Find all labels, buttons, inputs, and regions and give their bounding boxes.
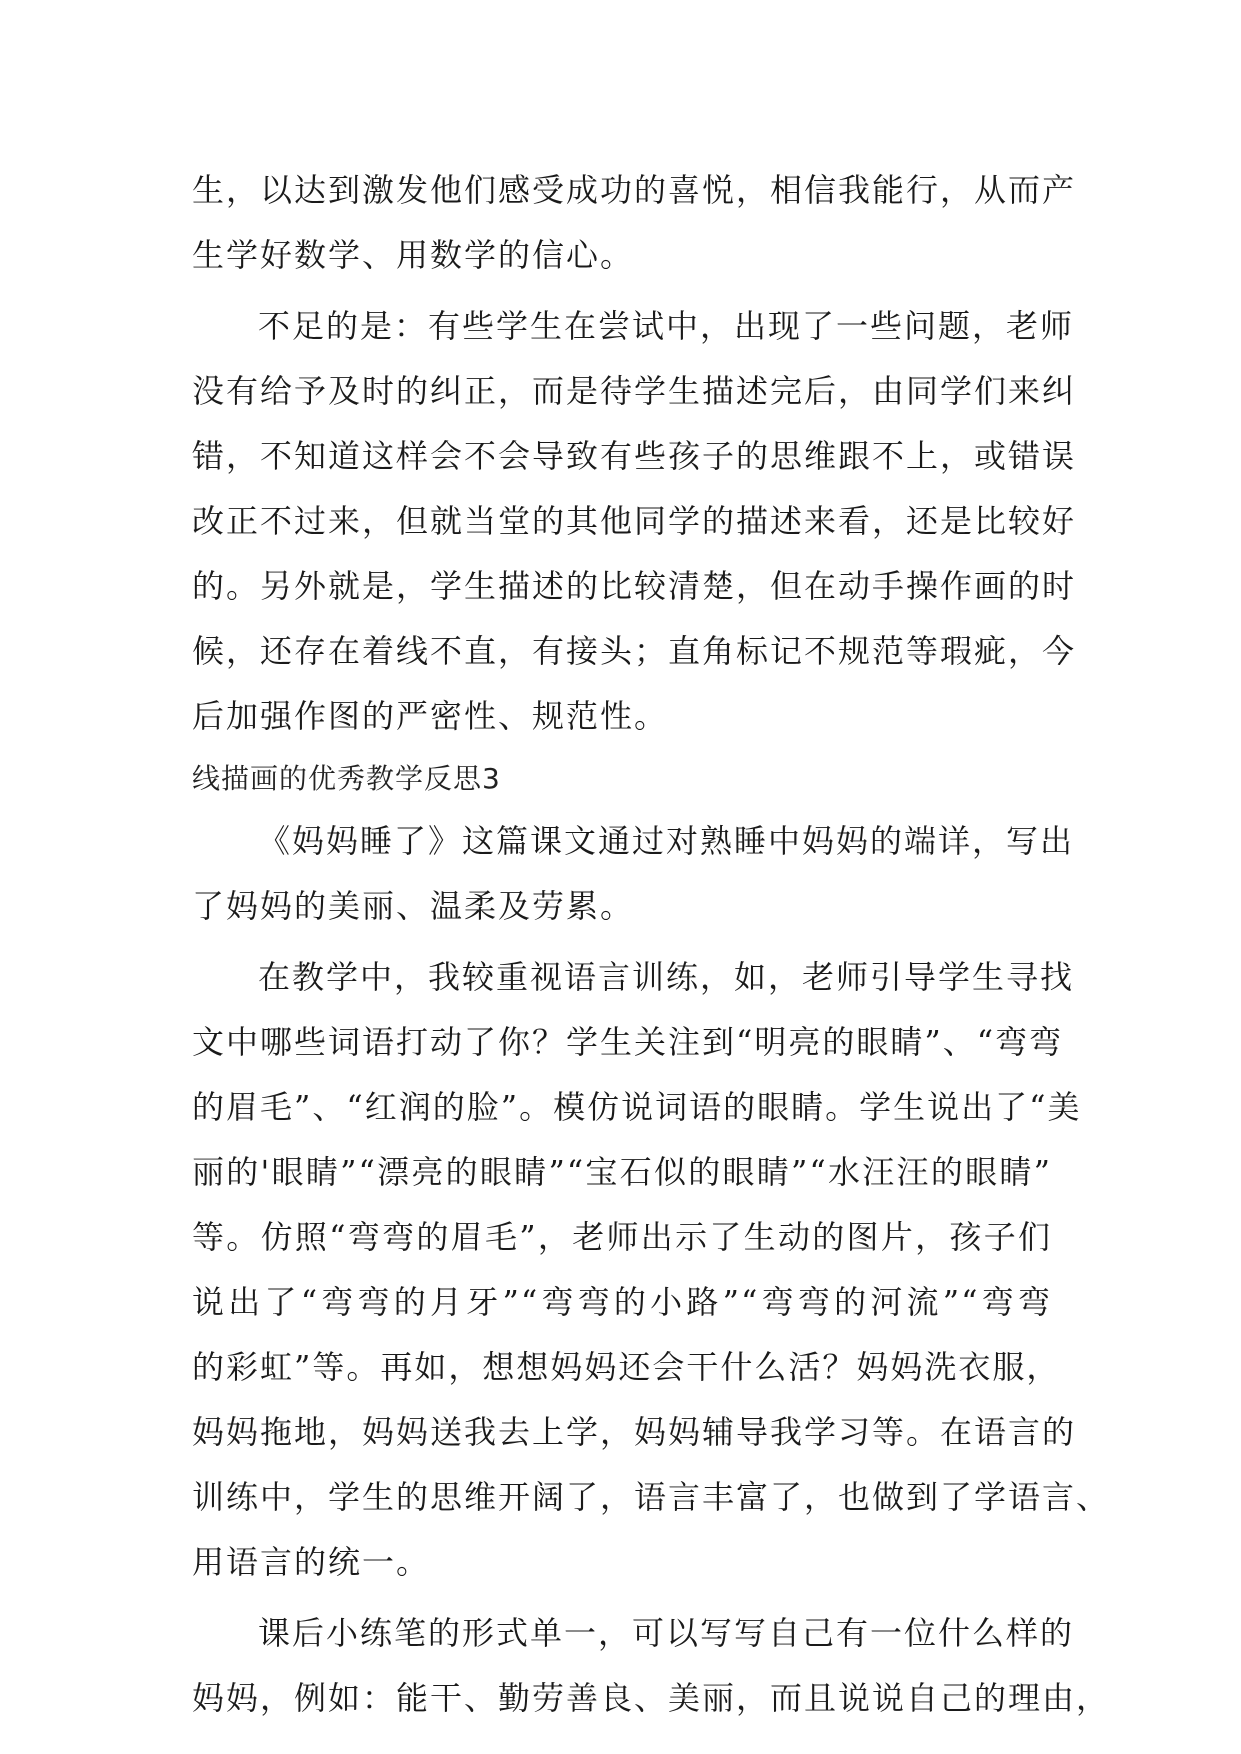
text-line: 错，不知道这样会不会导致有些孩子的思维跟不上，或错误 <box>192 437 1077 475</box>
text-line: 文中哪些词语打动了你？学生关注到“明亮的眼睛”、“弯弯 <box>192 1023 1064 1061</box>
text-line: 生学好数学、用数学的信心。 <box>192 236 635 274</box>
text-line: 妈妈，例如：能干、勤劳善良、美丽，而且说说自己的理由， <box>192 1679 1111 1717</box>
document-body <box>192 158 1111 1731</box>
text-line: 不足的是：有些学生在尝试中，出现了一些问题，老师 <box>258 307 1075 345</box>
section-heading: 线描画的优秀教学反思3 <box>192 762 501 795</box>
text-line: 生，以达到激发他们感受成功的喜悦，相信我能行，从而产 <box>192 171 1077 209</box>
text-line: 候，还存在着线不直，有接头；直角标记不规范等瑕疵，今 <box>192 632 1077 670</box>
paragraph <box>192 294 1077 749</box>
text-line: 后加强作图的严密性、规范性。 <box>192 697 669 735</box>
text-line: 妈妈拖地，妈妈送我去上学，妈妈辅导我学习等。在语言的 <box>192 1413 1077 1451</box>
paragraph <box>192 158 1077 288</box>
paragraph <box>192 945 1111 1595</box>
text-line: 在教学中，我较重视语言训练，如，老师引导学生寻找 <box>258 958 1075 996</box>
text-line: 用语言的统一。 <box>192 1543 431 1581</box>
text-line: 说出了“弯弯的月牙”“弯弯的小路”“弯弯的河流”“弯弯 <box>192 1283 1052 1321</box>
text-line: 了妈妈的美丽、温柔及劳累。 <box>192 887 635 925</box>
paragraph <box>192 809 1075 939</box>
text-line: 课后小练笔的形式单一，可以写写自己有一位什么样的 <box>258 1614 1075 1652</box>
text-line: 训练中，学生的思维开阔了，语言丰富了，也做到了学语言、 <box>192 1478 1111 1516</box>
text-line: 的。另外就是，学生描述的比较清楚，但在动手操作画的时 <box>192 567 1077 605</box>
text-line: 等。仿照“弯弯的眉毛”，老师出示了生动的图片，孩子们 <box>192 1218 1052 1256</box>
paragraph <box>192 1601 1111 1731</box>
text-line: 丽的'眼睛”“漂亮的眼睛”“宝石似的眼睛”“水汪汪的眼睛” <box>192 1153 1052 1191</box>
text-line: 的彩虹”等。再如，想想妈妈还会干什么活？妈妈洗衣服， <box>192 1348 1061 1386</box>
text-line: 改正不过来，但就当堂的其他同学的描述来看，还是比较好 <box>192 502 1077 540</box>
text-line: 没有给予及时的纠正，而是待学生描述完后，由同学们来纠 <box>192 372 1077 410</box>
text-line: 的眉毛”、“红润的脸”。模仿说词语的眼睛。学生说出了“美 <box>192 1088 1082 1126</box>
text-line: 《妈妈睡了》这篇课文通过对熟睡中妈妈的端详，写出 <box>258 822 1075 860</box>
